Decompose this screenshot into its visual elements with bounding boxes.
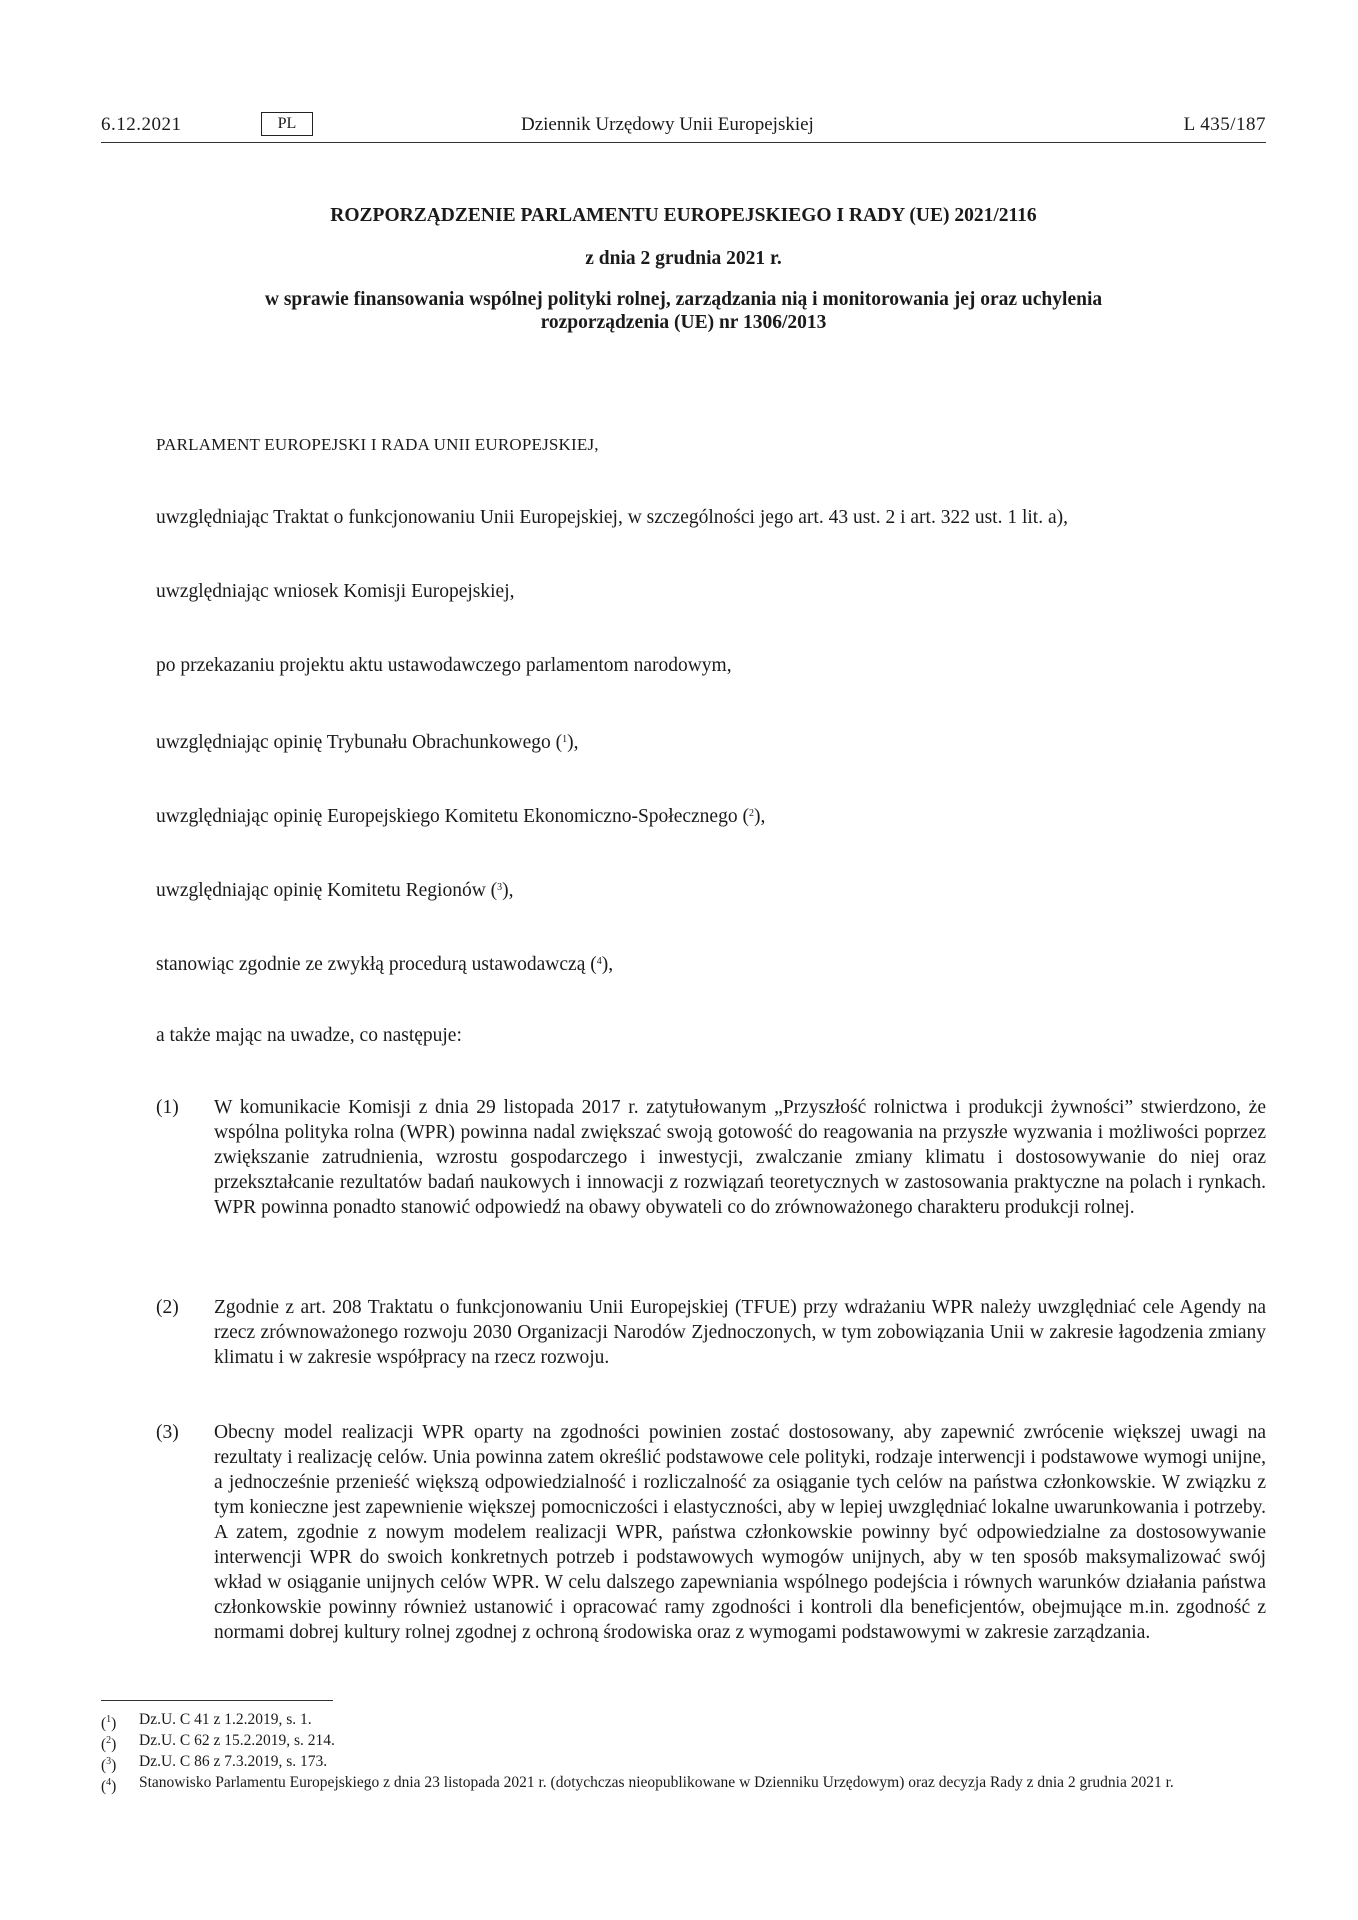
- citation-national-parliaments: po przekazaniu projektu aktu ustawodawczego parlamentom narodowym,: [156, 655, 732, 676]
- citation-eesc: [156, 802, 765, 828]
- citation-text: uwzględniając opinię Trybunału Obrachunkowego (: [156, 732, 563, 753]
- citation-court-of-auditors: [156, 728, 579, 754]
- journal-header: [101, 112, 1266, 143]
- language-badge: PL: [261, 112, 313, 136]
- citation-closing: ),: [601, 954, 614, 975]
- regulation-subject: [101, 288, 1266, 334]
- recital-number: (2): [156, 1297, 179, 1318]
- recital-number: (1): [156, 1097, 179, 1118]
- regulation-subject-line-2: rozporządzenia (UE) nr 1306/2013: [540, 312, 827, 333]
- footnote-mark: ($^3$): [101, 1756, 117, 1774]
- recital-text: W komunikacie Komisji z dnia 29 listopada 2017 r. zatytułowanym „Przyszłość rolnictwa i produkcji żywności” stwierdzono, że wspólna polityka rolna (WPR) powinna nadal zwiększać swoją gotowość do reagowania na przyszłe wyzwania i możliwości poprzez zwiększanie zatrudnienia, wzrostu gospodarczego i inwestycji, zwalczanie zmiany klimatu i dostosowywanie do niej oraz przekształcanie rezultatów badań naukowych i innowacji z rozwiązań teoretycznych w zastosowania praktyczne na polach i rynkach. WPR powinna ponadto stanowić odpowiedź na obawy obywateli co do zrównoważonego charakteru produkcji rolnej.: [214, 1097, 1266, 1218]
- footnote-ref[interactable]: 4: [596, 956, 602, 967]
- journal-reference: L 435/187: [1183, 114, 1266, 135]
- citation-text: uwzględniając opinię Europejskiego Komitetu Ekonomiczno-Społecznego (: [156, 806, 749, 827]
- publication-date: 6.12.2021: [101, 114, 182, 135]
- citation-text: stanowiąc zgodnie ze zwykłą procedurą ustawodawczą (: [156, 954, 597, 975]
- footnote-text: Dz.U. C 86 z 7.3.2019, s. 173.: [139, 1753, 328, 1770]
- citation-closing: ),: [567, 732, 579, 753]
- recital-number: (3): [156, 1422, 179, 1443]
- regulation-subject-line-1: w sprawie finansowania wspólnej polityki rolnej, zarządzania nią i monitorowania jej oraz uchylenia: [264, 289, 1103, 310]
- whereas-intro: a także mając na uwadze, co następuje:: [156, 1025, 462, 1046]
- regulation-title: ROZPORZĄDZENIE PARLAMENTU EUROPEJSKIEGO I RADY (UE) 2021/2116: [330, 205, 1037, 226]
- footnote-text: Stanowisko Parlamentu Europejskiego z dnia 23 listopada 2021 r. (dotychczas nieopublikowane w Dzienniku Urzędowym) oraz decyzja Rady z dnia 2 grudnia 2021 r.: [139, 1774, 1174, 1791]
- citation-treaty: uwzględniając Traktat o funkcjonowaniu Unii Europejskiej, w szczególności jego art. 43 ust. 2 i art. 322 ust. 1 lit. a),: [156, 507, 1068, 528]
- citation-closing: ),: [502, 880, 514, 901]
- regulation-date: z dnia 2 grudnia 2021 r.: [585, 248, 782, 269]
- document-page: [101, 0, 1266, 1920]
- recital-text: Zgodnie z art. 208 Traktatu o funkcjonowaniu Unii Europejskiej (TFUE) przy wdrażaniu WPR należy uwzględniać cele Agendy na rzecz zrównoważonego rozwoju 2030 Organizacji Narodów Zjednoczonych, w tym zobowiązania Unii w zakresie łagodzenia zmiany klimatu i w zakresie współpracy na rzecz rozwoju.: [214, 1297, 1266, 1368]
- footnote-separator: [101, 1700, 333, 1701]
- footnote-ref[interactable]: 1: [562, 734, 568, 745]
- footnote-mark: ($^2$): [101, 1735, 117, 1753]
- citation-commission-proposal: uwzględniając wniosek Komisji Europejskiej,: [156, 581, 515, 602]
- footnote-mark: ($^1$): [101, 1714, 117, 1732]
- citation-legislative-procedure: [156, 950, 613, 976]
- journal-name: Dziennik Urzędowy Unii Europejskiej: [521, 114, 814, 135]
- footnote-text: Dz.U. C 62 z 15.2.2019, s. 214.: [139, 1732, 335, 1749]
- footnote-text: Dz.U. C 41 z 1.2.2019, s. 1.: [139, 1711, 312, 1728]
- citation-text: uwzględniając opinię Komitetu Regionów (: [156, 880, 498, 901]
- footnote-ref[interactable]: 2: [748, 808, 754, 819]
- recital-text: Obecny model realizacji WPR oparty na zgodności powinien zostać dostosowany, aby zapewnić zwrócenie większej uwagi na rezultaty i realizację celów. Unia powinna zatem określić podstawowe cele polityki, rodzaje interwencji i podstawowe wymogi unijne, a jednocześnie przenieść większą odpowiedzialność i rozliczalność za osiąganie tych celów na państwa członkowskie. W związku z tym konieczne jest zapewnienie większej pomocniczości i elastyczności, aby w lepiej uwzględniać lokalne uwarunkowania i potrzeby. A zatem, zgodnie z nowym modelem realizacji WPR, państwa członkowskie powinny być odpowiedzialne za dostosowywanie interwencji WPR do swoich konkretnych potrzeb i podstawowych wymogów unijnych, aby w ten sposób maksymalizować swój wkład w osiąganie unijnych celów WPR. W celu dalszego zapewniania wspólnego podejścia i równych warunków działania państwa członkowskie powinny również ustanowić i opracować ramy zgodności i kontroli dla beneficjentów, obejmujące m.in. zgodność z normami dobrej kultury rolnej zgodnej z ochroną środowiska oraz z wymogami podstawowymi w zakresie zarządzania.: [214, 1422, 1266, 1643]
- citation-closing: ),: [753, 806, 766, 827]
- footnote-mark: ($^4$): [101, 1777, 117, 1795]
- citation-committee-regions: [156, 876, 514, 902]
- preamble-authors: PARLAMENT EUROPEJSKI I RADA UNII EUROPEJSKIEJ,: [156, 435, 599, 454]
- footnote-ref[interactable]: 3: [497, 882, 503, 893]
